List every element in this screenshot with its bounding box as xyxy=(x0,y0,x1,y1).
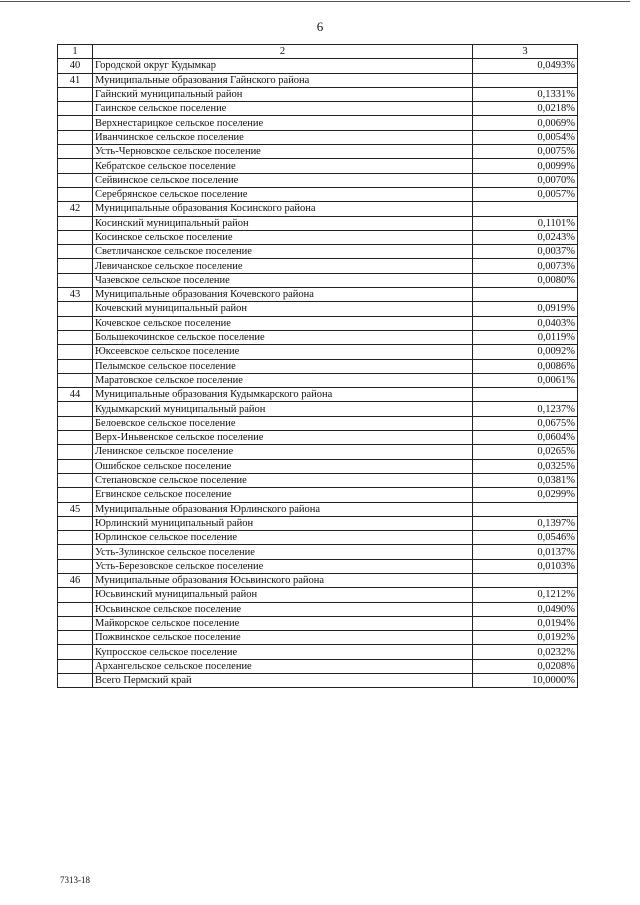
table-row xyxy=(58,59,578,73)
table-row xyxy=(58,73,578,87)
row-value: 0,0299% xyxy=(473,488,578,502)
row-name: Левичанское сельское поселение xyxy=(93,259,473,273)
row-value: 0,0218% xyxy=(473,102,578,116)
table-row xyxy=(58,659,578,673)
row-value: 0,0546% xyxy=(473,531,578,545)
row-name: Чазевское сельское поселение xyxy=(93,273,473,287)
row-value: 0,0061% xyxy=(473,373,578,387)
row-number xyxy=(58,330,93,344)
row-name: Усть-Зулинское сельское поселение xyxy=(93,545,473,559)
row-value: 0,0099% xyxy=(473,159,578,173)
header-col-1: 1 xyxy=(58,45,93,59)
row-name: Верх-Иньвенское сельское поселение xyxy=(93,431,473,445)
row-number xyxy=(58,230,93,244)
top-rule xyxy=(0,1,630,2)
header-col-3: 3 xyxy=(473,45,578,59)
table-row xyxy=(58,602,578,616)
row-number xyxy=(58,459,93,473)
header-col-2: 2 xyxy=(93,45,473,59)
row-name: Ленинское сельское поселение xyxy=(93,445,473,459)
table-row xyxy=(58,488,578,502)
table-row xyxy=(58,445,578,459)
table-row xyxy=(58,202,578,216)
row-number xyxy=(58,431,93,445)
table-row xyxy=(58,159,578,173)
row-number xyxy=(58,445,93,459)
row-name: Большекочинское сельское поселение xyxy=(93,330,473,344)
row-name: Городской округ Кудымкар xyxy=(93,59,473,73)
row-name: Пожвинское сельское поселение xyxy=(93,631,473,645)
row-name: Кебратское сельское поселение xyxy=(93,159,473,173)
row-name: Всего Пермский край xyxy=(93,674,473,688)
row-name: Юрлинский муниципальный район xyxy=(93,516,473,530)
row-name: Гайнский муниципальный район xyxy=(93,87,473,101)
row-value: 0,0208% xyxy=(473,659,578,673)
row-value: 0,0403% xyxy=(473,316,578,330)
row-name: Пелымское сельское поселение xyxy=(93,359,473,373)
row-name: Степановское сельское поселение xyxy=(93,473,473,487)
row-name: Муниципальные образования Юрлинского района xyxy=(93,502,473,516)
row-value: 0,0604% xyxy=(473,431,578,445)
table-row xyxy=(58,273,578,287)
row-value: 0,0137% xyxy=(473,545,578,559)
row-number xyxy=(58,302,93,316)
page-number: 6 xyxy=(316,19,324,34)
allocation-table xyxy=(57,44,578,688)
table-row xyxy=(58,245,578,259)
table-row xyxy=(58,516,578,530)
table-row xyxy=(58,416,578,430)
table-row xyxy=(58,473,578,487)
row-number: 41 xyxy=(58,73,93,87)
row-value: 0,0070% xyxy=(473,173,578,187)
row-number xyxy=(58,616,93,630)
table-row xyxy=(58,531,578,545)
row-number: 45 xyxy=(58,502,93,516)
row-value: 0,0080% xyxy=(473,273,578,287)
row-number xyxy=(58,516,93,530)
row-number xyxy=(58,473,93,487)
row-value: 0,0075% xyxy=(473,145,578,159)
row-name: Кочевский муниципальный район xyxy=(93,302,473,316)
row-number: 44 xyxy=(58,388,93,402)
row-name: Косинский муниципальный район xyxy=(93,216,473,230)
table-row xyxy=(58,87,578,101)
table-row xyxy=(58,645,578,659)
table-row xyxy=(58,145,578,159)
table-row xyxy=(58,459,578,473)
row-number xyxy=(58,645,93,659)
row-name: Светличанское сельское поселение xyxy=(93,245,473,259)
row-value: 10,0000% xyxy=(473,674,578,688)
row-value: 0,0194% xyxy=(473,616,578,630)
row-value: 0,0243% xyxy=(473,230,578,244)
table-row xyxy=(58,302,578,316)
row-name: Гаинское сельское поселение xyxy=(93,102,473,116)
row-name: Верхнестарицкое сельское поселение xyxy=(93,116,473,130)
row-name: Косинское сельское поселение xyxy=(93,230,473,244)
table-row xyxy=(58,559,578,573)
row-name: Майкорское сельское поселение xyxy=(93,616,473,630)
row-number xyxy=(58,130,93,144)
table-row xyxy=(58,573,578,587)
row-number xyxy=(58,245,93,259)
document-code: 7313-18 xyxy=(60,875,90,885)
row-value: 0,0232% xyxy=(473,645,578,659)
row-name: Белоевское сельское поселение xyxy=(93,416,473,430)
table-row xyxy=(58,545,578,559)
row-number xyxy=(58,259,93,273)
row-value: 0,0490% xyxy=(473,602,578,616)
row-number xyxy=(58,488,93,502)
row-value: 0,1237% xyxy=(473,402,578,416)
row-name: Серебрянское сельское поселение xyxy=(93,187,473,201)
row-value: 0,0054% xyxy=(473,130,578,144)
row-name: Юсьвинский муниципальный район xyxy=(93,588,473,602)
row-number xyxy=(58,402,93,416)
row-name: Иванчинское сельское поселение xyxy=(93,130,473,144)
row-value: 0,0086% xyxy=(473,359,578,373)
table-row xyxy=(58,402,578,416)
row-name: Муниципальные образования Юсьвинского района xyxy=(93,573,473,587)
row-name: Егвинское сельское поселение xyxy=(93,488,473,502)
row-name: Муниципальные образования Кудымкарского района xyxy=(93,388,473,402)
table-row xyxy=(58,330,578,344)
row-number: 40 xyxy=(58,59,93,73)
row-number xyxy=(58,602,93,616)
table-row xyxy=(58,616,578,630)
table-row xyxy=(58,631,578,645)
row-value: 0,0675% xyxy=(473,416,578,430)
table-row xyxy=(58,388,578,402)
row-name: Юксеевское сельское поселение xyxy=(93,345,473,359)
row-number xyxy=(58,545,93,559)
row-number: 46 xyxy=(58,573,93,587)
row-value: 0,0119% xyxy=(473,330,578,344)
row-name: Архангельское сельское поселение xyxy=(93,659,473,673)
row-number xyxy=(58,588,93,602)
table-row xyxy=(58,216,578,230)
table-row xyxy=(58,345,578,359)
row-name: Юсьвинское сельское поселение xyxy=(93,602,473,616)
row-value: 0,0325% xyxy=(473,459,578,473)
row-number xyxy=(58,116,93,130)
row-number xyxy=(58,559,93,573)
table-body xyxy=(58,59,578,688)
row-name: Усть-Березовское сельское поселение xyxy=(93,559,473,573)
table-row xyxy=(58,316,578,330)
row-value xyxy=(473,502,578,516)
row-value xyxy=(473,388,578,402)
row-value xyxy=(473,73,578,87)
row-value: 0,0037% xyxy=(473,245,578,259)
table-row xyxy=(58,230,578,244)
table-row xyxy=(58,588,578,602)
row-name: Купросское сельское поселение xyxy=(93,645,473,659)
table-header-row xyxy=(58,45,578,59)
row-name: Муниципальные образования Кочевского района xyxy=(93,288,473,302)
row-value: 0,0092% xyxy=(473,345,578,359)
row-name: Кудымкарский муниципальный район xyxy=(93,402,473,416)
row-value: 0,0493% xyxy=(473,59,578,73)
table-row xyxy=(58,359,578,373)
row-number xyxy=(58,102,93,116)
row-number xyxy=(58,631,93,645)
row-name: Кочевское сельское поселение xyxy=(93,316,473,330)
row-number xyxy=(58,359,93,373)
table-row xyxy=(58,130,578,144)
row-number: 42 xyxy=(58,202,93,216)
row-name: Сейвинское сельское поселение xyxy=(93,173,473,187)
table-row xyxy=(58,373,578,387)
row-value: 0,0265% xyxy=(473,445,578,459)
table-row xyxy=(58,102,578,116)
row-number xyxy=(58,416,93,430)
row-value: 0,0192% xyxy=(473,631,578,645)
table-row xyxy=(58,288,578,302)
row-number xyxy=(58,373,93,387)
row-value: 0,1212% xyxy=(473,588,578,602)
row-value: 0,0073% xyxy=(473,259,578,273)
row-name: Юрлинское сельское поселение xyxy=(93,531,473,545)
table-row xyxy=(58,259,578,273)
row-value xyxy=(473,202,578,216)
row-number xyxy=(58,145,93,159)
row-number xyxy=(58,659,93,673)
table-row xyxy=(58,431,578,445)
table-row xyxy=(58,173,578,187)
row-number xyxy=(58,273,93,287)
row-name: Муниципальные образования Гайнского района xyxy=(93,73,473,87)
table-row xyxy=(58,187,578,201)
row-value: 0,1331% xyxy=(473,87,578,101)
row-number: 43 xyxy=(58,288,93,302)
row-value xyxy=(473,573,578,587)
row-number xyxy=(58,187,93,201)
row-value: 0,0381% xyxy=(473,473,578,487)
row-value: 0,0919% xyxy=(473,302,578,316)
row-value: 0,1101% xyxy=(473,216,578,230)
row-number xyxy=(58,87,93,101)
row-name: Муниципальные образования Косинского района xyxy=(93,202,473,216)
row-number xyxy=(58,531,93,545)
row-number xyxy=(58,316,93,330)
row-value xyxy=(473,288,578,302)
row-value: 0,0057% xyxy=(473,187,578,201)
row-name: Маратовское сельское поселение xyxy=(93,373,473,387)
row-number xyxy=(58,173,93,187)
row-number xyxy=(58,216,93,230)
row-value: 0,0069% xyxy=(473,116,578,130)
row-number xyxy=(58,345,93,359)
table-row xyxy=(58,116,578,130)
row-name: Усть-Черновское сельское поселение xyxy=(93,145,473,159)
row-number xyxy=(58,674,93,688)
table-row xyxy=(58,502,578,516)
row-value: 0,1397% xyxy=(473,516,578,530)
row-value: 0,0103% xyxy=(473,559,578,573)
table-row xyxy=(58,674,578,688)
row-number xyxy=(58,159,93,173)
row-name: Ошибское сельское поселение xyxy=(93,459,473,473)
